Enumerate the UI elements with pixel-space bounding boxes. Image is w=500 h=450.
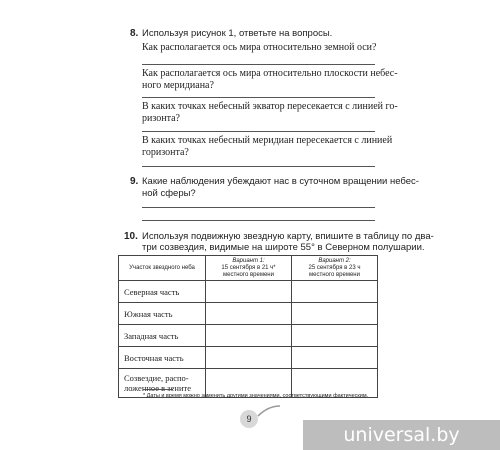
- variant-2-date: 25 сентября в 23 ч: [308, 264, 361, 271]
- question-8-prompt: Используя рисунок 1, ответьте на вопросы.: [142, 28, 333, 39]
- variant-1-date: 15 сентября в 21 ч*: [221, 264, 276, 271]
- answer-line[interactable]: [142, 131, 375, 132]
- question-10-number: 10.: [124, 231, 138, 242]
- answer-line[interactable]: [142, 166, 375, 167]
- answer-cell[interactable]: [292, 281, 378, 303]
- answer-cell[interactable]: [292, 347, 378, 369]
- answer-cell[interactable]: [292, 325, 378, 347]
- table-row: [119, 347, 378, 369]
- q8-question-2-line-2: ного меридиана?: [142, 80, 214, 91]
- row-label-east: Восточная часть: [119, 347, 206, 369]
- zenith-label-line-2: ложенное в зените: [124, 383, 192, 393]
- column-header-variant-1: [206, 256, 292, 281]
- answer-line[interactable]: [142, 97, 375, 98]
- q8-question-1: Как располагается ось мира относительно земной оси?: [142, 42, 377, 53]
- question-10-line-2: три созвездия, видимые на широте 55° в Северном полушарии.: [142, 242, 425, 253]
- row-label-north: Северная часть: [119, 281, 206, 303]
- variant-2-title: Вариант 2:: [318, 257, 351, 264]
- answer-cell[interactable]: [292, 303, 378, 325]
- answer-cell[interactable]: [206, 325, 292, 347]
- watermark: universal.by: [303, 420, 500, 450]
- answer-line[interactable]: [142, 64, 375, 65]
- q8-question-3-line-2: ризонта?: [142, 113, 180, 124]
- zenith-label-line-1: Созвездие, распо-: [124, 373, 189, 383]
- question-9-line-2: ной сферы?: [142, 188, 196, 199]
- question-8-number: 8.: [130, 28, 139, 39]
- q8-question-3-line-1: В каких точках небесный экватор пересекается с линией го-: [142, 101, 398, 112]
- column-header-variant-2: [292, 256, 378, 281]
- row-label-south: Южная часть: [119, 303, 206, 325]
- answer-cell[interactable]: [206, 281, 292, 303]
- table-row: [119, 325, 378, 347]
- column-header-sky-area: Участок звездного неба: [119, 256, 206, 281]
- question-9-number: 9.: [130, 176, 139, 187]
- question-10-line-1: Используя подвижную звездную карту, впишите в таблицу по два-: [142, 231, 434, 242]
- table-row: [119, 281, 378, 303]
- answer-cell[interactable]: [206, 347, 292, 369]
- q8-question-2-line-1: Как располагается ось мира относительно плоскости небес-: [142, 68, 398, 79]
- question-9-line-1: Какие наблюдения убеждают нас в суточном вращении небес-: [142, 176, 419, 187]
- q8-question-4-line-1: В каких точках небесный меридиан пересекается с линией: [142, 135, 393, 146]
- footnote: * Даты и время можно заменить другими значениями, соответствующими фактическим.: [143, 393, 369, 399]
- page-number: 9: [240, 410, 258, 428]
- variant-1-time: местного времени: [223, 271, 274, 278]
- q8-question-4-line-2: горизонта?: [142, 147, 189, 158]
- variant-1-title: Вариант 1:: [232, 257, 265, 264]
- table-header-row: [119, 256, 378, 281]
- answer-cell[interactable]: [206, 303, 292, 325]
- answer-line[interactable]: [142, 220, 375, 221]
- swoosh-icon: [256, 404, 282, 418]
- constellation-table: [118, 255, 378, 398]
- table-row: [119, 303, 378, 325]
- footnote-rule: [143, 389, 173, 390]
- row-label-west: Западная часть: [119, 325, 206, 347]
- variant-2-time: местного времени: [309, 271, 360, 278]
- answer-line[interactable]: [142, 207, 375, 208]
